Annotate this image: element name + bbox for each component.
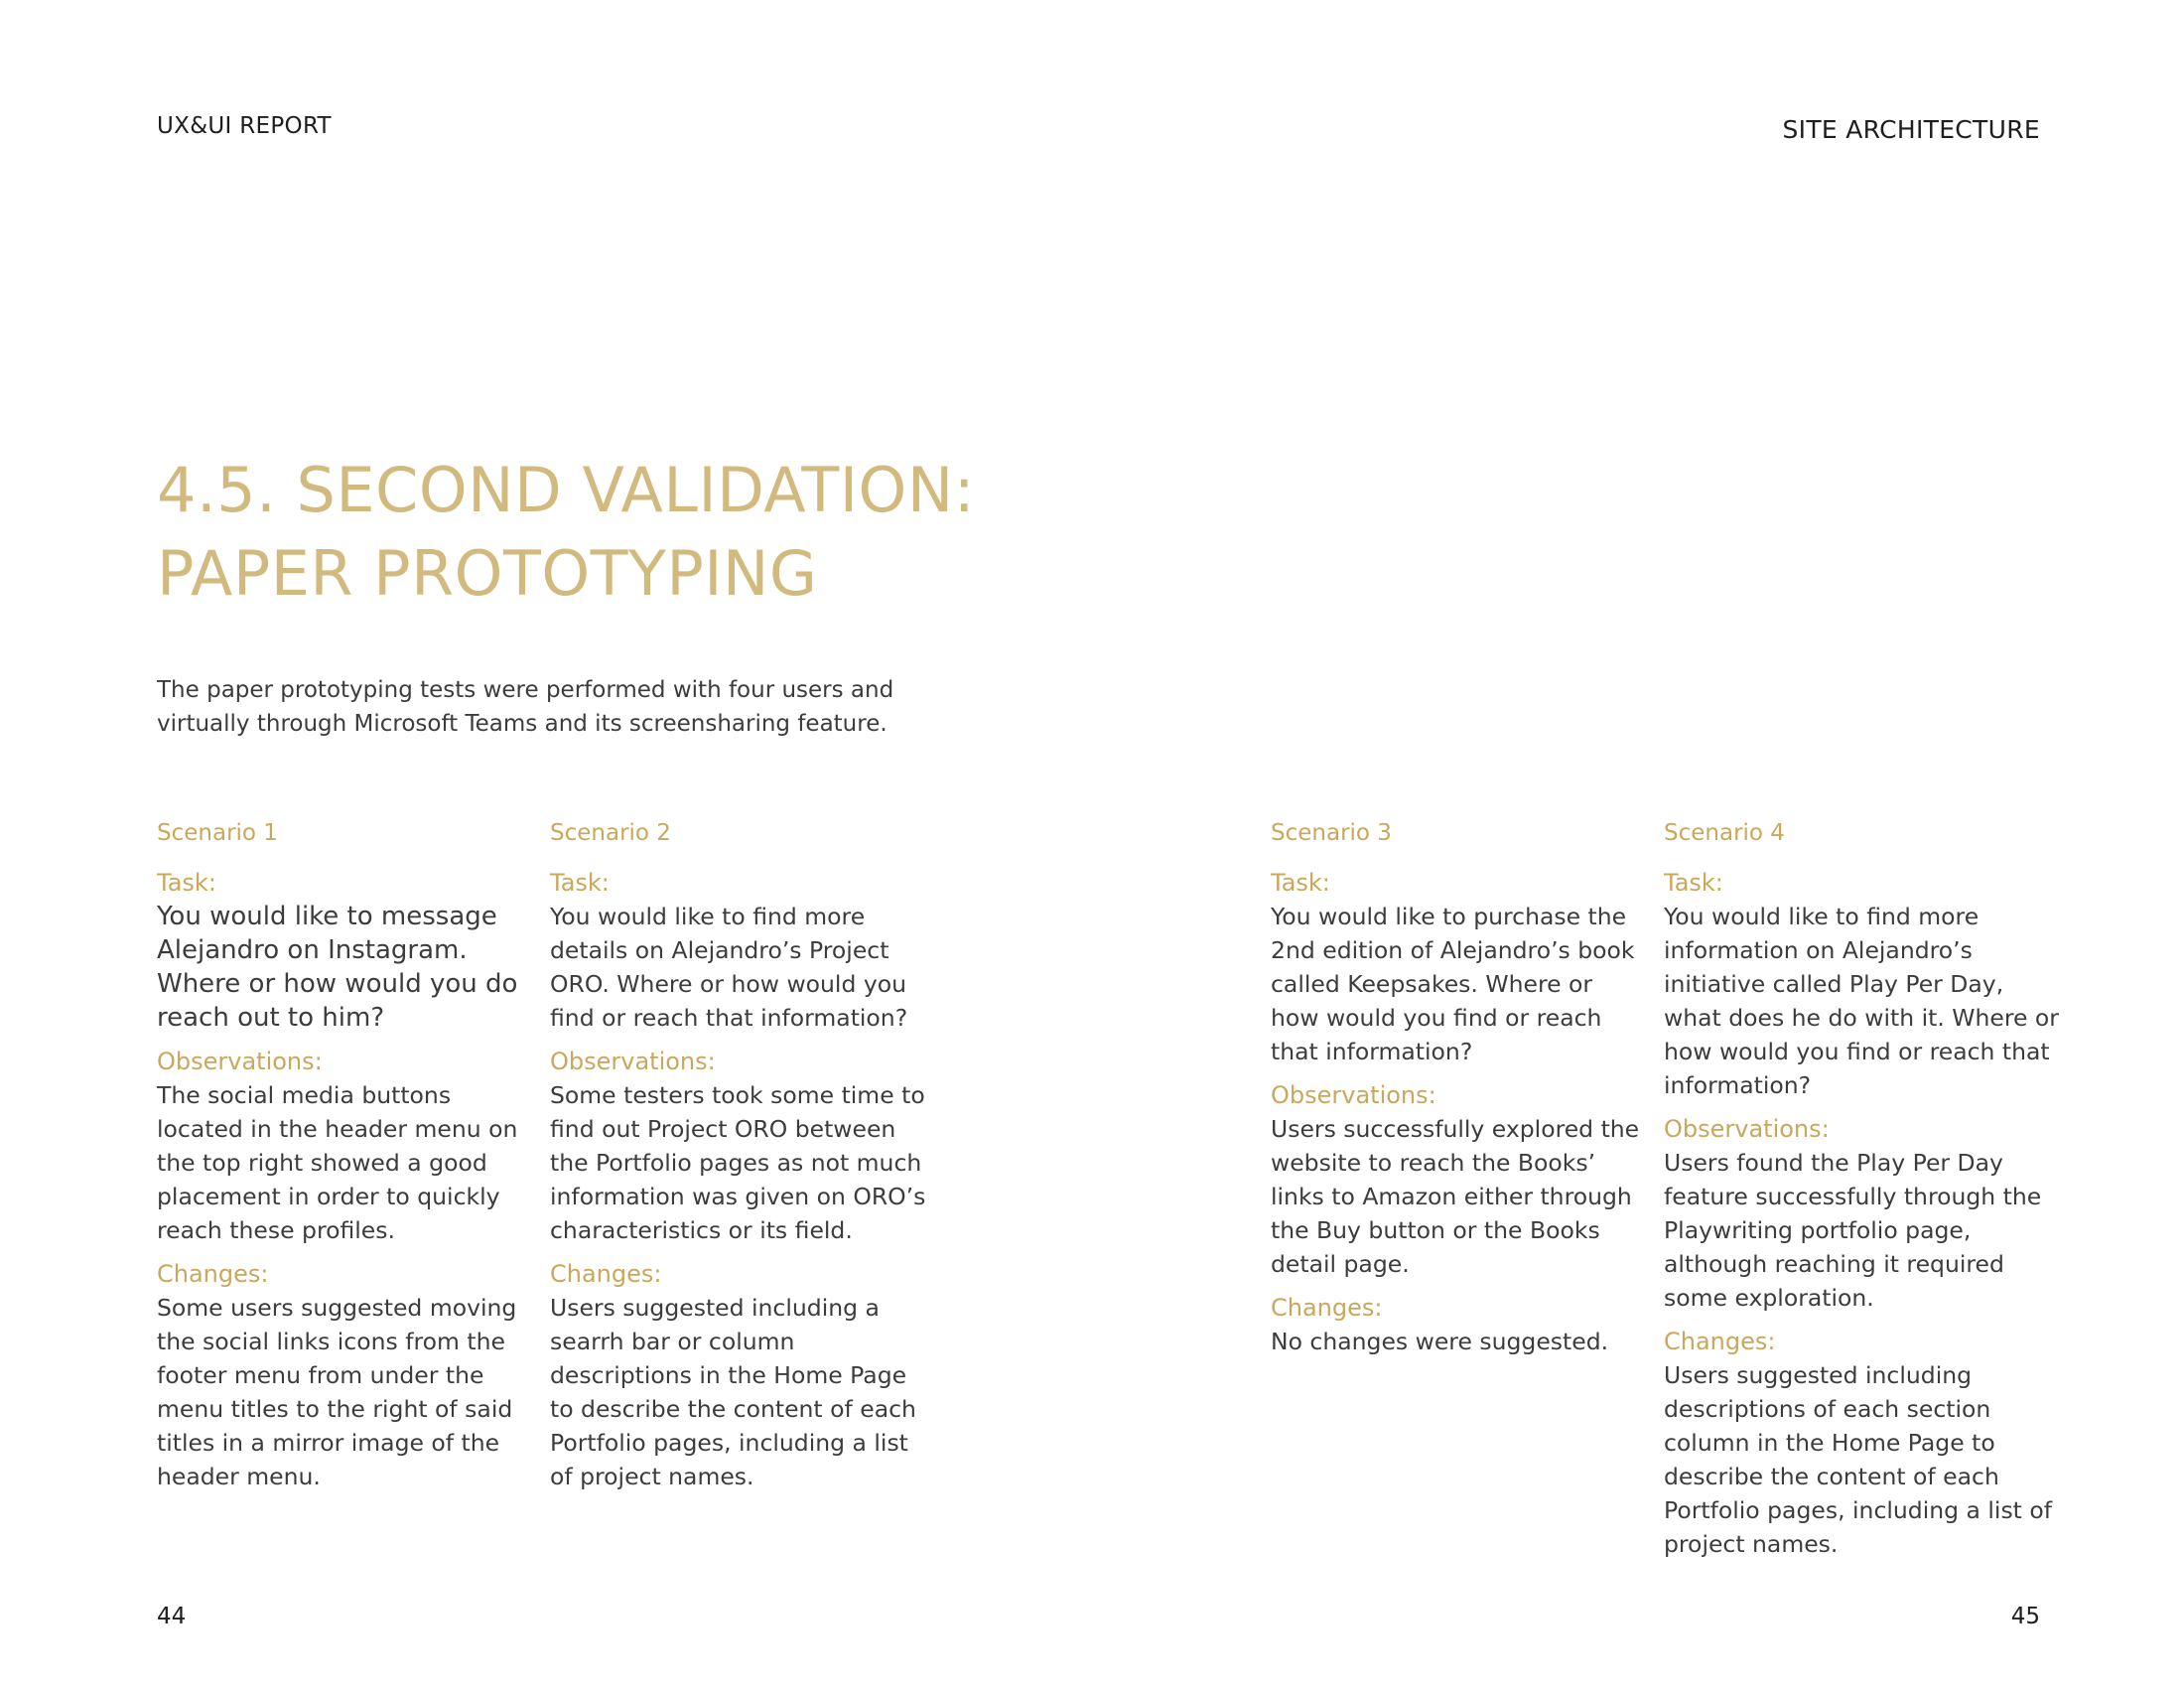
task-label: Task:	[157, 869, 216, 897]
observations-text: Users successfully explored the website to reach the Books’ links to Amazon either through the Buy button or the Books detail page.	[1271, 1115, 1640, 1278]
observations-label: Observations:	[157, 1048, 323, 1075]
intro-paragraph: The paper prototyping tests were performed with four users and virtually through Microsoft Teams and its screensharing feature.	[157, 677, 894, 737]
task-label: Task:	[550, 869, 610, 897]
page-number-left: 44	[157, 1604, 187, 1629]
task-text: You would like to purchase the 2nd edition of Alejandro’s book called Keepsakes. Where or how would you find or reach that information?	[1271, 903, 1635, 1065]
scenario-4	[1664, 816, 2061, 1571]
scenario-title: Scenario 1	[157, 820, 278, 846]
changes-label: Changes:	[550, 1260, 662, 1288]
scenario-title: Scenario 3	[1271, 820, 1392, 846]
task-text: You would like to message Alejandro on Instagram. Where or how would you do reach out to him?	[157, 902, 518, 1033]
task-text: You would like to find more information on Alejandro’s initiative called Play Per Day, what does he do with it. Where or how would you find or reach that information?	[1664, 903, 2059, 1099]
observations-label: Observations:	[550, 1048, 716, 1075]
observations-label: Observations:	[1271, 1081, 1436, 1109]
section-title-line-1: 4.5. SECOND VALIDATION:	[157, 454, 976, 526]
task-text: You would like to find more details on Alejandro’s Project ORO. Where or how would you find or reach that information?	[550, 903, 908, 1032]
observations-text: The social media buttons located in the header menu on the top right showed a good placement in order to quickly reach these profiles.	[157, 1081, 518, 1244]
scenario-1	[157, 816, 534, 1503]
changes-label: Changes:	[157, 1260, 269, 1288]
changes-label: Changes:	[1664, 1328, 1776, 1355]
running-head-right: SITE ARCHITECTURE	[1782, 115, 2040, 144]
changes-text: No changes were suggested.	[1271, 1328, 1609, 1355]
changes-text: Users suggested including a searrh bar or column descriptions in the Home Page to describe the content of each Portfolio pages, including a list of project names.	[550, 1294, 916, 1490]
observations-text: Users found the Play Per Day feature successfully through the Playwriting portfolio page, although reaching it required some exploration.	[1664, 1149, 2042, 1312]
observations-label: Observations:	[1664, 1115, 1830, 1143]
task-label: Task:	[1271, 869, 1330, 897]
observations-text: Some testers took some time to find out Project ORO between the Portfolio pages as not much information was given on ORO’s characteristics or its field.	[550, 1081, 926, 1244]
scenario-2	[550, 816, 927, 1503]
changes-label: Changes:	[1271, 1294, 1383, 1322]
changes-text: Some users suggested moving the social links icons from the footer menu from under the menu titles to the right of said titles in a mirror image of the header menu.	[157, 1294, 517, 1490]
scenario-title: Scenario 2	[550, 820, 671, 846]
task-label: Task:	[1664, 869, 1723, 897]
section-title-line-2: PAPER PROTOTYPING	[157, 537, 818, 610]
page-number-right: 45	[2010, 1604, 2040, 1629]
changes-text: Users suggested including descriptions of each section column in the Home Page to describe the content of each Portfolio pages, including a list of project names.	[1664, 1361, 2053, 1558]
scenario-3	[1271, 816, 1648, 1368]
scenario-title: Scenario 4	[1664, 820, 1785, 846]
section-title	[157, 449, 1050, 616]
running-head-left: UX&UI REPORT	[157, 113, 332, 139]
